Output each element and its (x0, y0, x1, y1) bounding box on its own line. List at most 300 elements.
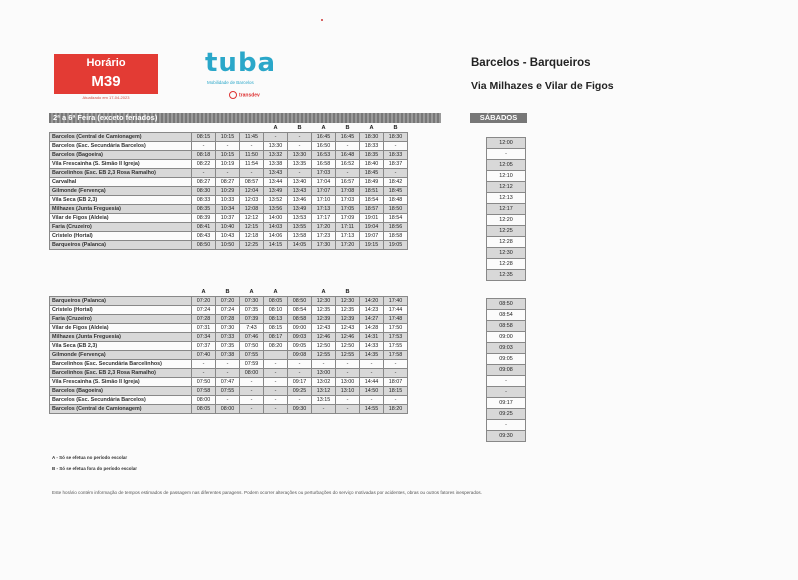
column-label (216, 124, 240, 133)
time-cell: 17:20 (312, 223, 336, 232)
time-cell (264, 351, 288, 360)
stop-name: Vilar de Figos (Aldeia) (50, 324, 192, 333)
time-cell: 11:54 (240, 160, 264, 169)
stop-name: Barcelos (Esc. Secundária Barcelos) (50, 396, 192, 405)
saturday-row (487, 420, 526, 431)
saturday-time: 09:17 (487, 398, 526, 409)
inbound-saturday-table (486, 298, 526, 442)
time-cell: 14:00 (264, 214, 288, 223)
saturday-time: 12:12 (487, 182, 526, 193)
saturday-time: 08:54 (487, 310, 526, 321)
time-cell: 13:49 (288, 205, 312, 214)
saturday-time: 09:05 (487, 354, 526, 365)
stop-name: Cristelo (Hortal) (50, 232, 192, 241)
time-cell: 12:46 (312, 333, 336, 342)
time-cell: 07:30 (240, 297, 264, 306)
time-cell: 18:33 (360, 142, 384, 151)
stop-name: Cristelo (Hortal) (50, 306, 192, 315)
time-cell: 13:15 (312, 396, 336, 405)
time-cell: 16:50 (312, 142, 336, 151)
time-cell: 08:00 (216, 405, 240, 414)
stop-name: Barqueiros (Palanca) (50, 297, 192, 306)
time-cell: - (384, 369, 408, 378)
time-cell: 07:40 (192, 351, 216, 360)
time-cell: 07:24 (192, 306, 216, 315)
time-cell: 13:12 (312, 387, 336, 396)
table-row (50, 142, 408, 151)
time-cell: 17:40 (384, 297, 408, 306)
legend-a: A - Só se efetua no período escolar (52, 455, 128, 460)
saturday-time: 12:28 (487, 259, 526, 270)
time-cell: 13:49 (264, 187, 288, 196)
time-cell: 11:50 (240, 151, 264, 160)
time-cell: 13:55 (288, 223, 312, 232)
time-cell: 07:34 (192, 333, 216, 342)
saturday-time: - (487, 420, 526, 431)
time-cell: - (288, 360, 312, 369)
time-cell: - (336, 169, 360, 178)
time-cell: 08:43 (192, 232, 216, 241)
time-cell: 13:46 (288, 196, 312, 205)
time-cell: 17:04 (312, 178, 336, 187)
time-cell: - (192, 169, 216, 178)
saturday-time: 09:08 (487, 365, 526, 376)
time-cell: 08:00 (240, 369, 264, 378)
time-cell: 14:03 (264, 223, 288, 232)
time-cell: - (240, 405, 264, 414)
saturday-row (487, 270, 526, 281)
saturday-time: 12:30 (487, 248, 526, 259)
time-cell: 17:23 (312, 232, 336, 241)
time-cell: 17:07 (312, 187, 336, 196)
time-cell: 10:15 (216, 133, 240, 142)
saturday-row (487, 248, 526, 259)
table-row (50, 369, 408, 378)
table-row (50, 324, 408, 333)
time-cell: - (192, 142, 216, 151)
disclaimer: Este horário contém informação de tempos estimados de passagem nas diferentes paragens. Podem ocorrer alterações ou perturbações do serviço motivadas por acidentes, obras ou outros fatores inesperados. (52, 490, 483, 495)
table-row (50, 151, 408, 160)
time-cell: 18:58 (384, 232, 408, 241)
time-cell: 08:50 (192, 241, 216, 250)
time-cell: 18:37 (384, 160, 408, 169)
outbound-saturday-table (486, 137, 526, 281)
time-cell: 07:20 (216, 297, 240, 306)
table-row (50, 297, 408, 306)
time-cell: 16:48 (336, 151, 360, 160)
time-cell: - (240, 378, 264, 387)
time-cell: 07:28 (216, 315, 240, 324)
time-cell: 12:18 (240, 232, 264, 241)
column-header-row (50, 288, 408, 297)
time-cell: 08:30 (192, 187, 216, 196)
time-cell: 13:38 (264, 160, 288, 169)
time-cell: 08:39 (192, 214, 216, 223)
table-row (50, 160, 408, 169)
time-cell: - (384, 142, 408, 151)
time-cell: 17:03 (336, 196, 360, 205)
saturday-row (487, 193, 526, 204)
table-row (50, 351, 408, 360)
time-cell: 07:38 (216, 351, 240, 360)
time-cell: 14:20 (360, 297, 384, 306)
saturday-row (487, 237, 526, 248)
saturday-time: 12:13 (487, 193, 526, 204)
time-cell: 13:02 (312, 378, 336, 387)
time-cell: 17:08 (336, 187, 360, 196)
updated-date: Atualizado em 17-04-2023 (82, 95, 130, 100)
time-cell: 14:28 (360, 324, 384, 333)
time-cell: 16:45 (336, 133, 360, 142)
column-label (192, 124, 216, 133)
saturday-row (487, 354, 526, 365)
time-cell: - (288, 133, 312, 142)
time-cell: 18:20 (384, 405, 408, 414)
table-row (50, 405, 408, 414)
time-cell: 07:24 (216, 306, 240, 315)
column-label: A (321, 125, 326, 131)
table-row (50, 196, 408, 205)
column-label (240, 124, 264, 133)
table-row (50, 342, 408, 351)
column-label: B (297, 125, 302, 131)
time-cell: 17:17 (312, 214, 336, 223)
time-cell: 14:15 (264, 241, 288, 250)
time-cell: 12:08 (240, 205, 264, 214)
saturday-time: 12:35 (487, 270, 526, 281)
time-cell: - (336, 405, 360, 414)
badge-title: Horário (86, 57, 126, 69)
time-cell: 10:40 (216, 223, 240, 232)
time-cell: 13:00 (336, 378, 360, 387)
time-cell: - (240, 396, 264, 405)
time-cell: 17:09 (336, 214, 360, 223)
time-cell: 14:35 (360, 351, 384, 360)
time-cell: 13:56 (264, 205, 288, 214)
time-cell: 07:35 (216, 342, 240, 351)
saturday-time: 08:58 (487, 321, 526, 332)
time-cell: 10:33 (216, 196, 240, 205)
time-cell: 08:50 (288, 297, 312, 306)
time-cell: - (384, 360, 408, 369)
column-label: B (345, 125, 350, 131)
time-cell: 07:55 (216, 387, 240, 396)
time-cell: 12:55 (336, 351, 360, 360)
column-label: B (225, 289, 230, 295)
time-cell: 13:30 (288, 151, 312, 160)
table-row (50, 315, 408, 324)
time-cell: 08:18 (192, 151, 216, 160)
saturday-row (487, 365, 526, 376)
time-cell: 14:31 (360, 333, 384, 342)
time-cell: 11:45 (240, 133, 264, 142)
route-number: M39 (91, 73, 121, 90)
time-cell: - (192, 360, 216, 369)
saturday-row (487, 310, 526, 321)
time-cell: - (312, 360, 336, 369)
stop-name: Gilmonde (Fervença) (50, 351, 192, 360)
time-cell: 13:30 (264, 142, 288, 151)
time-cell: 17:44 (384, 306, 408, 315)
time-cell: 10:19 (216, 160, 240, 169)
time-cell: 18:40 (360, 160, 384, 169)
time-cell: - (192, 369, 216, 378)
column-label: A (249, 289, 254, 295)
saturday-time: - (487, 376, 526, 387)
time-cell: - (288, 142, 312, 151)
saturday-row (487, 259, 526, 270)
saturday-time: 09:25 (487, 409, 526, 420)
time-cell: - (336, 369, 360, 378)
time-cell: 12:35 (336, 306, 360, 315)
time-cell: - (216, 169, 240, 178)
time-cell: 08:57 (240, 178, 264, 187)
time-cell: 08:00 (192, 396, 216, 405)
saturday-row (487, 149, 526, 160)
time-cell: 18:54 (360, 196, 384, 205)
time-cell: 12:03 (240, 196, 264, 205)
time-cell: 12:39 (336, 315, 360, 324)
time-cell: 14:23 (360, 306, 384, 315)
time-cell: - (384, 396, 408, 405)
table-row (50, 187, 408, 196)
stop-name: Barcelos (Central de Camionagem) (50, 133, 192, 142)
time-cell: 19:01 (360, 214, 384, 223)
time-cell: 12:35 (312, 306, 336, 315)
time-cell: 14:05 (288, 241, 312, 250)
saturday-time: 12:17 (487, 204, 526, 215)
time-cell: 12:43 (312, 324, 336, 333)
time-cell: - (360, 369, 384, 378)
stop-name: Barqueiros (Palanca) (50, 241, 192, 250)
time-cell: 10:34 (216, 205, 240, 214)
time-cell: 09:08 (288, 351, 312, 360)
time-cell: 18:48 (384, 196, 408, 205)
inbound-table (49, 288, 408, 414)
saturday-header: SÁBADOS (470, 113, 527, 123)
time-cell: 08:15 (264, 324, 288, 333)
time-cell: 12:15 (240, 223, 264, 232)
time-cell: 10:43 (216, 232, 240, 241)
time-cell: 07:20 (192, 297, 216, 306)
time-cell: 17:55 (384, 342, 408, 351)
time-cell: 08:54 (288, 306, 312, 315)
time-cell: 08:58 (288, 315, 312, 324)
time-cell: 09:00 (288, 324, 312, 333)
legend-b: B - Só se efetua fora do período escolar (52, 466, 138, 471)
tuba-logo: tuba (205, 48, 277, 78)
weekday-header: 2ª a 6ª Feira (exceto feriados) (49, 113, 441, 123)
time-cell: 07:39 (240, 315, 264, 324)
time-cell: 13:35 (288, 160, 312, 169)
header-spacer (50, 124, 192, 133)
time-cell: - (216, 369, 240, 378)
time-cell: 18:54 (384, 214, 408, 223)
time-cell: 13:43 (264, 169, 288, 178)
table-row (50, 232, 408, 241)
saturday-row (487, 182, 526, 193)
time-cell: 12:04 (240, 187, 264, 196)
time-cell: 17:48 (384, 315, 408, 324)
saturday-time: 12:05 (487, 160, 526, 171)
table-row (50, 169, 408, 178)
column-label: A (321, 289, 326, 295)
saturday-row (487, 321, 526, 332)
time-cell: 18:15 (384, 387, 408, 396)
stop-name: Vila Frescainha (S. Simão II Igreja) (50, 160, 192, 169)
time-cell: - (240, 169, 264, 178)
time-cell: 07:28 (192, 315, 216, 324)
time-cell: 17:11 (336, 223, 360, 232)
saturday-row (487, 343, 526, 354)
time-cell: 18:45 (360, 169, 384, 178)
saturday-row (487, 204, 526, 215)
saturday-row (487, 226, 526, 237)
time-cell: 13:32 (264, 151, 288, 160)
time-cell: - (240, 142, 264, 151)
saturday-row (487, 160, 526, 171)
time-cell: 14:27 (360, 315, 384, 324)
table-row (50, 214, 408, 223)
time-cell: 13:44 (264, 178, 288, 187)
saturday-row (487, 215, 526, 226)
time-cell: 10:37 (216, 214, 240, 223)
table-row (50, 241, 408, 250)
saturday-row (487, 409, 526, 420)
saturday-row (487, 431, 526, 442)
time-cell: 14:06 (264, 232, 288, 241)
time-cell: 18:35 (360, 151, 384, 160)
time-cell: 09:03 (288, 333, 312, 342)
stop-name: Barcelinhos (Esc. Secundária Barcelinhos) (50, 360, 192, 369)
time-cell: 17:53 (384, 333, 408, 342)
saturday-time: 12:10 (487, 171, 526, 182)
time-cell: 18:07 (384, 378, 408, 387)
time-cell: - (264, 378, 288, 387)
stop-name: Barcelinhos (Esc. EB 2,3 Rosa Ramalho) (50, 369, 192, 378)
time-cell: 17:13 (336, 232, 360, 241)
time-cell: - (264, 360, 288, 369)
time-cell: 18:50 (384, 205, 408, 214)
time-cell: 19:15 (360, 241, 384, 250)
time-cell: - (264, 369, 288, 378)
saturday-time: 12:25 (487, 226, 526, 237)
time-cell: 17:20 (336, 241, 360, 250)
time-cell: - (264, 396, 288, 405)
time-cell: 07:35 (240, 306, 264, 315)
time-cell: 07:50 (192, 378, 216, 387)
time-cell: 17:10 (312, 196, 336, 205)
time-cell: 07:30 (216, 324, 240, 333)
time-cell: 12:50 (336, 342, 360, 351)
saturday-time: 12:28 (487, 237, 526, 248)
time-cell: 12:46 (336, 333, 360, 342)
time-cell: 17:58 (384, 351, 408, 360)
time-cell: 12:43 (336, 324, 360, 333)
time-cell: 08:15 (192, 133, 216, 142)
saturday-time: 12:00 (487, 138, 526, 149)
time-cell: - (384, 169, 408, 178)
stop-name: Barcelos (Bagoeira) (50, 151, 192, 160)
column-label (360, 288, 384, 297)
stop-name: Vilar de Figos (Aldeia) (50, 214, 192, 223)
stop-name: Barcelos (Central de Camionagem) (50, 405, 192, 414)
time-cell: 08:35 (192, 205, 216, 214)
saturday-row (487, 387, 526, 398)
time-cell: 7:43 (240, 324, 264, 333)
stop-name: Milhazes (Junta Freguesia) (50, 205, 192, 214)
column-label: A (201, 289, 206, 295)
time-cell: - (264, 387, 288, 396)
time-cell: 13:53 (288, 214, 312, 223)
time-cell: 14:44 (360, 378, 384, 387)
stop-name: Carvalhal (50, 178, 192, 187)
transdev-icon (229, 91, 237, 99)
time-cell: 07:37 (192, 342, 216, 351)
time-cell: 14:33 (360, 342, 384, 351)
table-row (50, 223, 408, 232)
column-label: B (345, 289, 350, 295)
stop-name: Barcelinhos (Esc. EB 2,3 Rosa Ramalho) (50, 169, 192, 178)
column-label: B (393, 125, 398, 131)
time-cell: 07:50 (240, 342, 264, 351)
stop-name: Barcelos (Esc. Secundária Barcelos) (50, 142, 192, 151)
time-cell: 08:27 (216, 178, 240, 187)
time-cell: 17:05 (336, 205, 360, 214)
column-label: A (273, 289, 278, 295)
time-cell: 17:50 (384, 324, 408, 333)
time-cell: 16:57 (336, 178, 360, 187)
time-cell: - (288, 396, 312, 405)
saturday-time: 08:50 (487, 299, 526, 310)
table-row (50, 360, 408, 369)
time-cell: 18:51 (360, 187, 384, 196)
stop-name: Milhazes (Junta Freguesia) (50, 333, 192, 342)
time-cell: 08:22 (192, 160, 216, 169)
time-cell: 17:13 (312, 205, 336, 214)
time-cell: 10:50 (216, 241, 240, 250)
header-spacer (50, 288, 192, 297)
route-badge (54, 54, 158, 94)
time-cell: 10:15 (216, 151, 240, 160)
time-cell: 19:04 (360, 223, 384, 232)
stop-name: Barcelos (Bagoeira) (50, 387, 192, 396)
stop-name: Vila Seca (EB 2,3) (50, 196, 192, 205)
saturday-time: - (487, 149, 526, 160)
time-cell: 19:05 (384, 241, 408, 250)
time-cell: 08:17 (264, 333, 288, 342)
time-cell: 13:43 (288, 187, 312, 196)
time-cell: 07:33 (216, 333, 240, 342)
time-cell: 18:45 (384, 187, 408, 196)
time-cell: - (336, 142, 360, 151)
time-cell: - (216, 396, 240, 405)
time-cell: 13:52 (264, 196, 288, 205)
time-cell: - (288, 369, 312, 378)
time-cell: - (336, 396, 360, 405)
time-cell: 12:25 (240, 241, 264, 250)
time-cell: 17:30 (312, 241, 336, 250)
time-cell: 09:05 (288, 342, 312, 351)
time-cell: - (360, 360, 384, 369)
table-row (50, 333, 408, 342)
time-cell: 08:33 (192, 196, 216, 205)
saturday-time: 09:03 (487, 343, 526, 354)
time-cell: 18:49 (360, 178, 384, 187)
time-cell: 09:17 (288, 378, 312, 387)
time-cell: 18:30 (384, 133, 408, 142)
time-cell: 08:13 (264, 315, 288, 324)
